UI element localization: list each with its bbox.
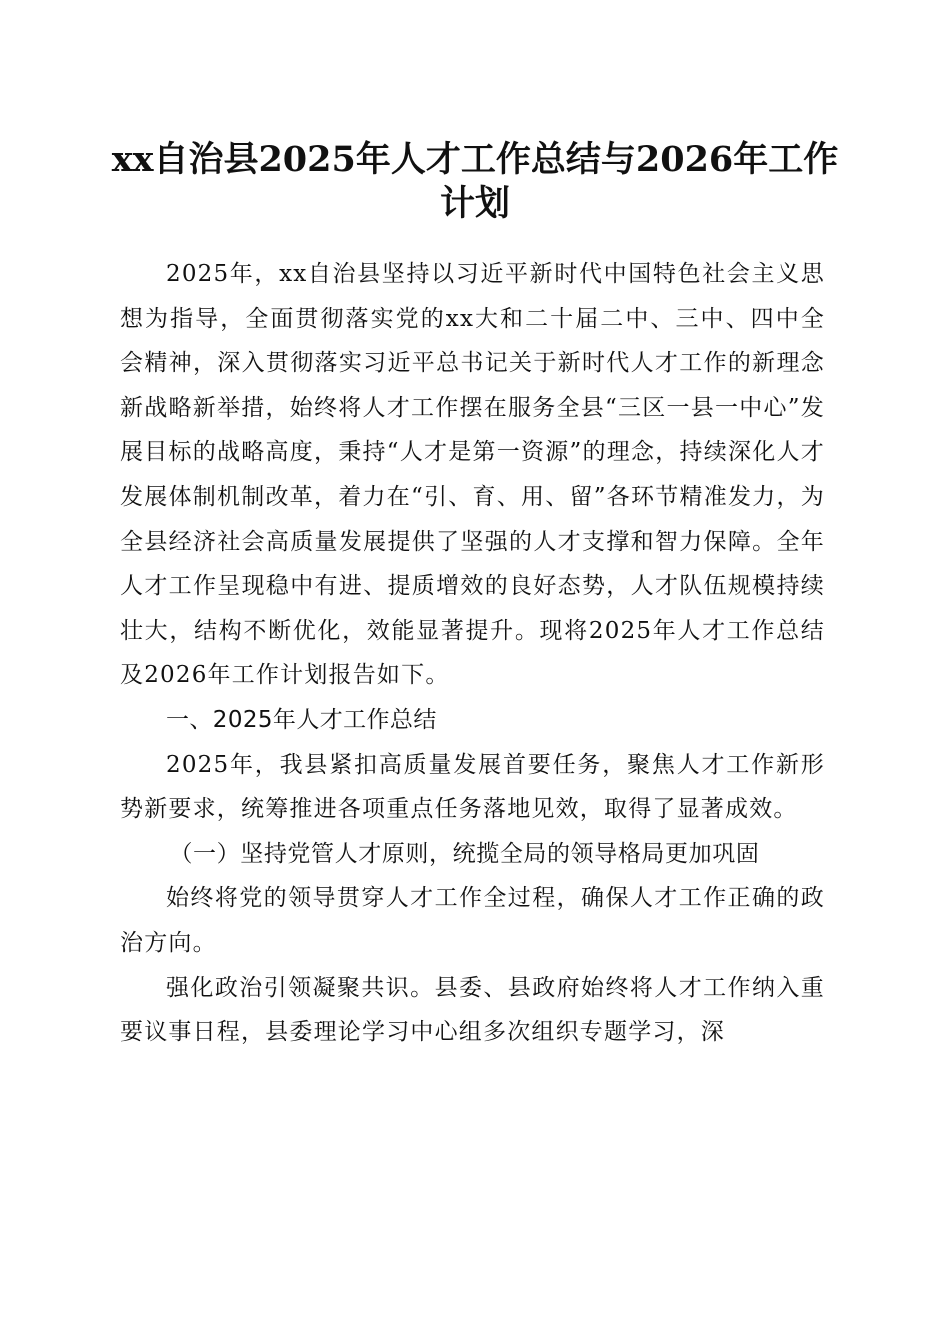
subsection-1-heading: （一）坚持党管人才原则，统揽全局的领导格局更加巩固 xyxy=(169,840,760,867)
document-body xyxy=(120,252,825,1055)
intro-paragraph: 2025年，xx自治县坚持以习近平新时代中国特色社会主义思想为指导，全面贯彻落实党的xx大和二十届二中、三中、四中全会精神，深入贯彻落实习近平总书记关于新时代人才工作的新理念新战略新举措，始终将人才工作摆在服务全县“三区一县一中心”发展目标的战略高度，秉持“人才是第一资源”的理念，持续深化人才发展体制机制改革，着力在“引、育、用、留”各环节精准发力，为全县经济社会高质量发展提供了坚强的人才支撑和智力保障。全年人才工作呈现稳中有进、提质增效的良好态势，人才队伍规模持续壮大，结构不断优化，效能显著提升。现将2025年人才工作总结及2026年工作计划报告如下。 xyxy=(120,261,825,689)
document-title xyxy=(110,138,840,226)
document-title-line-2: 计划 xyxy=(439,183,510,224)
document-title-line-1: xx自治县2025年人才工作总结与2026年工作 xyxy=(111,139,839,180)
section-1-heading: 一、2025年人才工作总结 xyxy=(166,706,437,733)
subsection-1-intro-paragraph: 始终将党的领导贯穿人才工作全过程，确保人才工作正确的政治方向。 xyxy=(120,885,825,956)
section-1-intro-paragraph: 2025年，我县紧扣高质量发展首要任务，聚焦人才工作新形势新要求，统筹推进各项重点任务落地见效，取得了显著成效。 xyxy=(120,751,825,823)
subsection-1-paragraph-2: 强化政治引领凝聚共识。县委、县政府始终将人才工作纳入重要议事日程，县委理论学习中心组多次组织专题学习，深 xyxy=(120,974,825,1046)
